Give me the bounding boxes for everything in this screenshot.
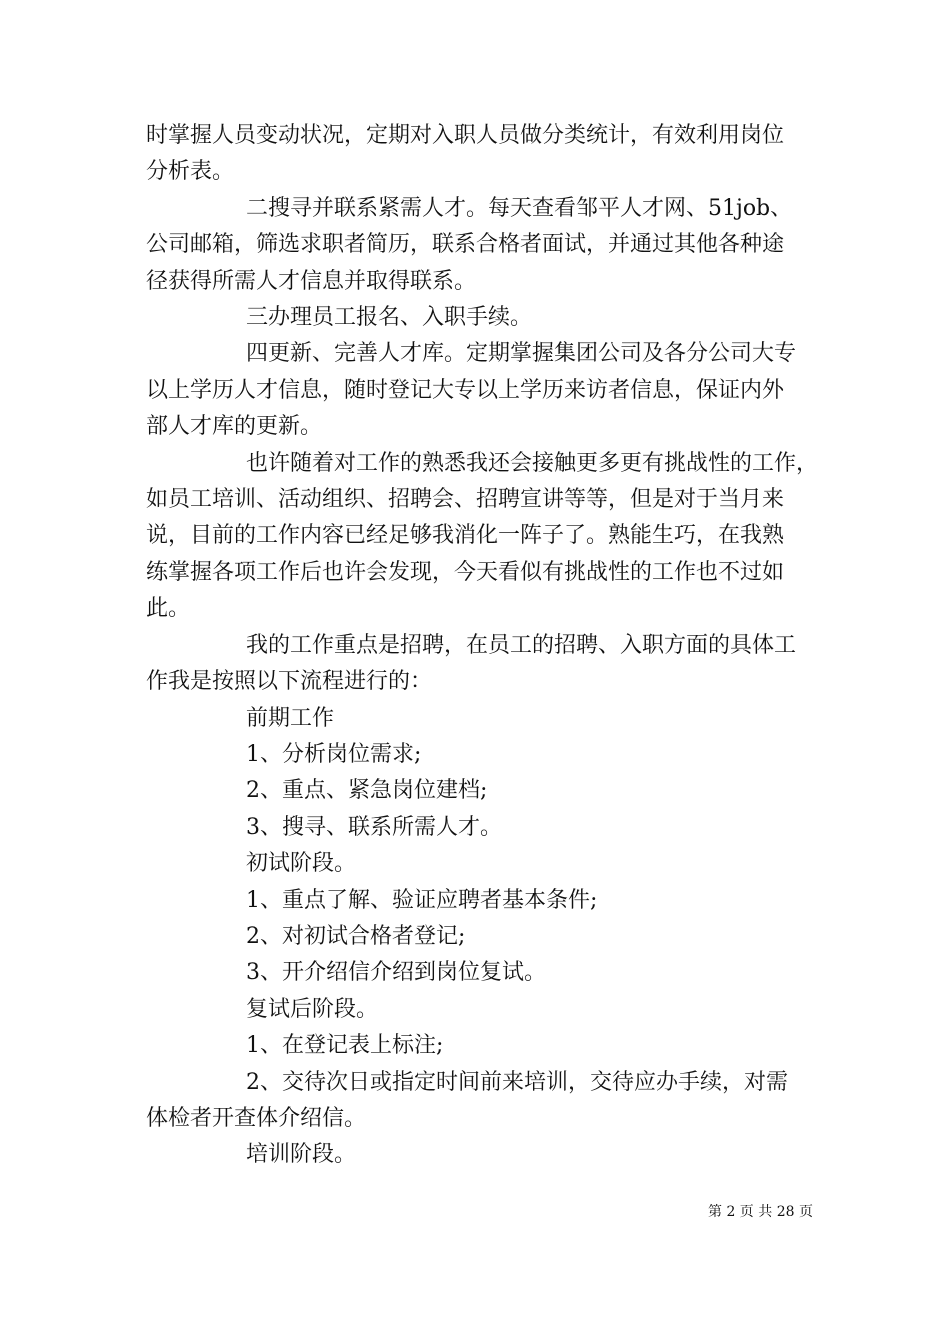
document-body <box>146 118 819 1174</box>
text-line: 1、在登记表上标注; <box>246 1033 444 1059</box>
text-line: 3、搜寻、联系所需人才。 <box>246 814 502 840</box>
text-line: 此。 <box>146 596 191 622</box>
text-line: 二搜寻并联系紧需人才。每天查看邹平人才网、51job、 <box>246 195 793 221</box>
text-line: 2、交待次日或指定时间前来培训，交待应办手续，对需 <box>246 1069 788 1095</box>
text-line: 3、开介绍信介绍到岗位复试。 <box>246 960 546 986</box>
text-line: 作我是按照以下流程进行的： <box>146 669 433 695</box>
text-line: 初试阶段。 <box>246 851 357 877</box>
text-line: 复试后阶段。 <box>246 996 379 1022</box>
text-line: 时掌握人员变动状况，定期对入职人员做分类统计，有效利用岗位 <box>146 123 785 148</box>
text-line: 2、对初试合格者登记; <box>246 923 466 949</box>
text-line: 也许随着对工作的熟悉我还会接触更多更有挑战性的工作， <box>246 450 819 476</box>
text-line: 1、分析岗位需求; <box>246 741 422 767</box>
text-line: 分析表。 <box>146 159 235 185</box>
text-line: 1、重点了解、验证应聘者基本条件; <box>246 887 598 913</box>
text-line: 公司邮箱，筛选求职者简历，联系合格者面试，并通过其他各种途 <box>146 232 785 258</box>
text-line: 以上学历人才信息，随时登记大专以上学历来访者信息，保证内外 <box>146 377 785 403</box>
text-line: 前期工作 <box>246 705 335 731</box>
text-line: 四更新、完善人才库。定期掌握集团公司及各分公司大专 <box>246 341 797 367</box>
text-line: 如员工培训、活动组织、招聘会、招聘宣讲等等，但是对于当月来 <box>146 487 785 513</box>
text-line: 体检者开查体介绍信。 <box>146 1105 367 1131</box>
text-line: 说，目前的工作内容已经足够我消化一阵子了。熟能生巧，在我熟 <box>146 523 785 549</box>
text-line: 我的工作重点是招聘，在员工的招聘、入职方面的具体工 <box>246 632 797 658</box>
page-number: 第 2 页 共 28 页 <box>708 1204 813 1220</box>
text-line: 三办理员工报名、入职手续。 <box>246 305 533 331</box>
text-line: 2、重点、紧急岗位建档; <box>246 778 488 804</box>
text-line: 径获得所需人才信息并取得联系。 <box>146 268 477 294</box>
text-line: 培训阶段。 <box>246 1142 357 1168</box>
text-line: 练掌握各项工作后也许会发现，今天看似有挑战性的工作也不过如 <box>146 559 785 585</box>
text-line: 部人才库的更新。 <box>146 414 323 440</box>
